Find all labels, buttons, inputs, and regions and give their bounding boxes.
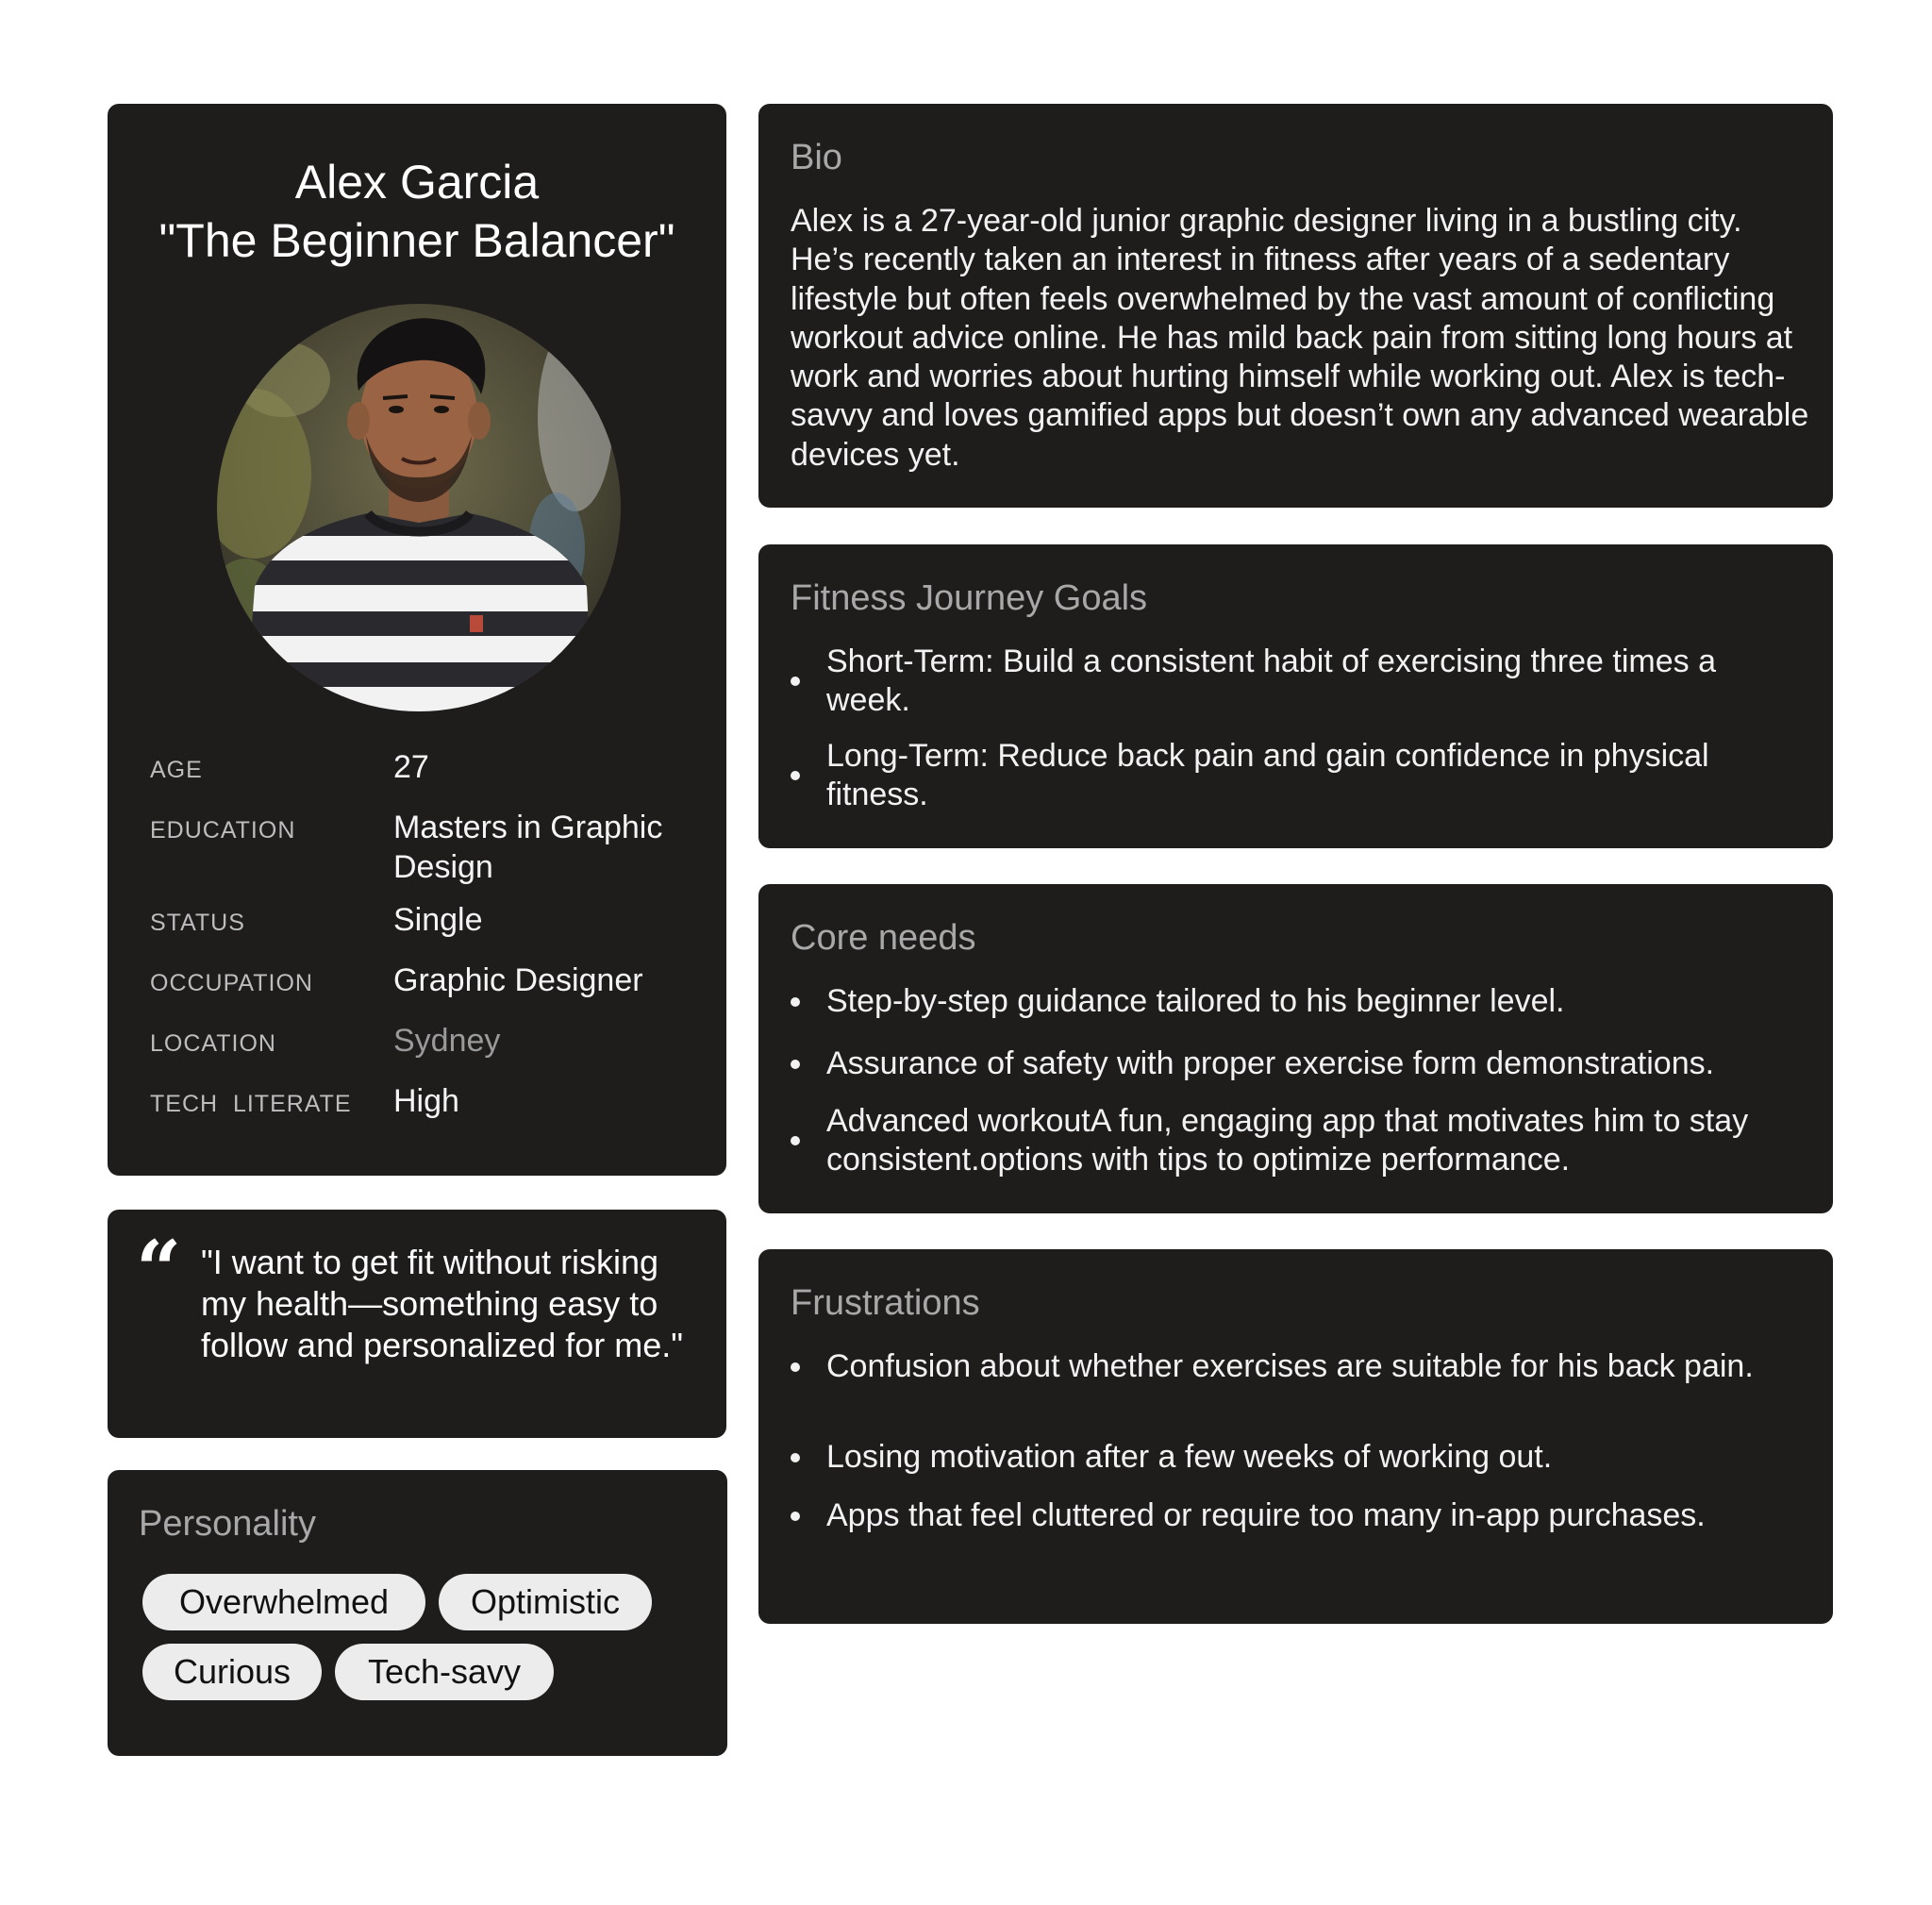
goal-item-text: Short-Term: Build a consistent habit of exercising three times a week. xyxy=(826,643,1716,718)
personality-tag: Tech-savy xyxy=(335,1644,554,1700)
personality-card xyxy=(108,1470,727,1756)
bullet-icon xyxy=(791,771,800,780)
bullet-icon xyxy=(791,1136,800,1145)
frustration-item-text: Apps that feel cluttered or require too many in-app purchases. xyxy=(826,1497,1706,1533)
bullet-icon xyxy=(791,997,800,1007)
persona-quote: "I want to get fit without risking my health—something easy to follow and personalized for me." xyxy=(201,1243,684,1364)
frustrations-card xyxy=(758,1249,1833,1624)
bio-title: Bio xyxy=(791,138,842,177)
core-needs-card xyxy=(758,884,1833,1213)
frustration-item xyxy=(791,1496,1809,1535)
bullet-icon xyxy=(791,1060,800,1069)
need-item xyxy=(791,1102,1809,1179)
goal-item-text: Long-Term: Reduce back pain and gain confidence in physical fitness. xyxy=(826,738,1709,812)
avatar-photo xyxy=(217,304,621,711)
education-value: Masters in Graphic Design xyxy=(393,810,663,885)
bullet-icon xyxy=(791,677,800,686)
profile-card xyxy=(108,104,726,1176)
persona-tagline: "The Beginner Balancer" xyxy=(158,214,675,267)
tech-literate-value: High xyxy=(393,1083,459,1119)
need-item-text: Assurance of safety with proper exercise form demonstrations. xyxy=(826,1045,1715,1081)
goals-card xyxy=(758,544,1833,848)
personality-tag: Curious xyxy=(142,1644,322,1700)
location-label: LOCATION xyxy=(150,1030,276,1057)
need-item-text: Step-by-step guidance tailored to his beginner level. xyxy=(826,983,1565,1019)
frustration-item xyxy=(791,1347,1809,1386)
bullet-icon xyxy=(791,1362,800,1372)
goal-item xyxy=(791,737,1809,814)
education-label: EDUCATION xyxy=(150,817,296,844)
occupation-label: OCCUPATION xyxy=(150,970,313,996)
need-item xyxy=(791,982,1809,1021)
bio-card xyxy=(758,104,1833,508)
avatar xyxy=(217,304,621,711)
frustration-item-text: Confusion about whether exercises are suitable for his back pain. xyxy=(826,1348,1754,1384)
occupation-value: Graphic Designer xyxy=(393,962,643,998)
need-item xyxy=(791,1044,1809,1083)
age-value: 27 xyxy=(393,749,429,785)
personality-tag: Optimistic xyxy=(439,1574,652,1630)
quote-icon: “ xyxy=(136,1223,182,1316)
goal-item xyxy=(791,643,1809,720)
persona-name: Alex Garcia xyxy=(294,156,540,209)
location-value: Sydney xyxy=(393,1023,501,1059)
personality-tag: Overwhelmed xyxy=(142,1574,425,1630)
bullet-icon xyxy=(791,1453,800,1462)
status-label: STATUS xyxy=(150,910,245,936)
tech-literate-label: TECH LITERATE xyxy=(150,1091,352,1117)
goals-title: Fitness Journey Goals xyxy=(791,578,1148,618)
bullet-icon xyxy=(791,1512,800,1521)
personality-title: Personality xyxy=(139,1504,316,1544)
status-value: Single xyxy=(393,902,483,938)
quote-card xyxy=(108,1210,726,1438)
frustrations-title: Frustrations xyxy=(791,1283,980,1323)
frustration-item xyxy=(791,1438,1809,1477)
need-item-text: Advanced workoutA fun, engaging app that motivates him to stay consistent.options with tips to optimize performance. xyxy=(826,1103,1749,1178)
core-needs-title: Core needs xyxy=(791,918,976,958)
age-label: AGE xyxy=(150,757,203,783)
bio-text: Alex is a 27-year-old junior graphic designer living in a bustling city. He’s recently taken an interest in fitness after years of a sedentary lifestyle but often feels overwhelmed by the vast amount of conflicting workout advice online. He has mild back pain from sitting long hours at work and worries about hurting himself while working out. Alex is tech-savvy and loves gamified apps but doesn’t own any advanced wearable devices yet. xyxy=(791,203,1809,473)
frustration-item-text: Losing motivation after a few weeks of working out. xyxy=(826,1439,1553,1475)
